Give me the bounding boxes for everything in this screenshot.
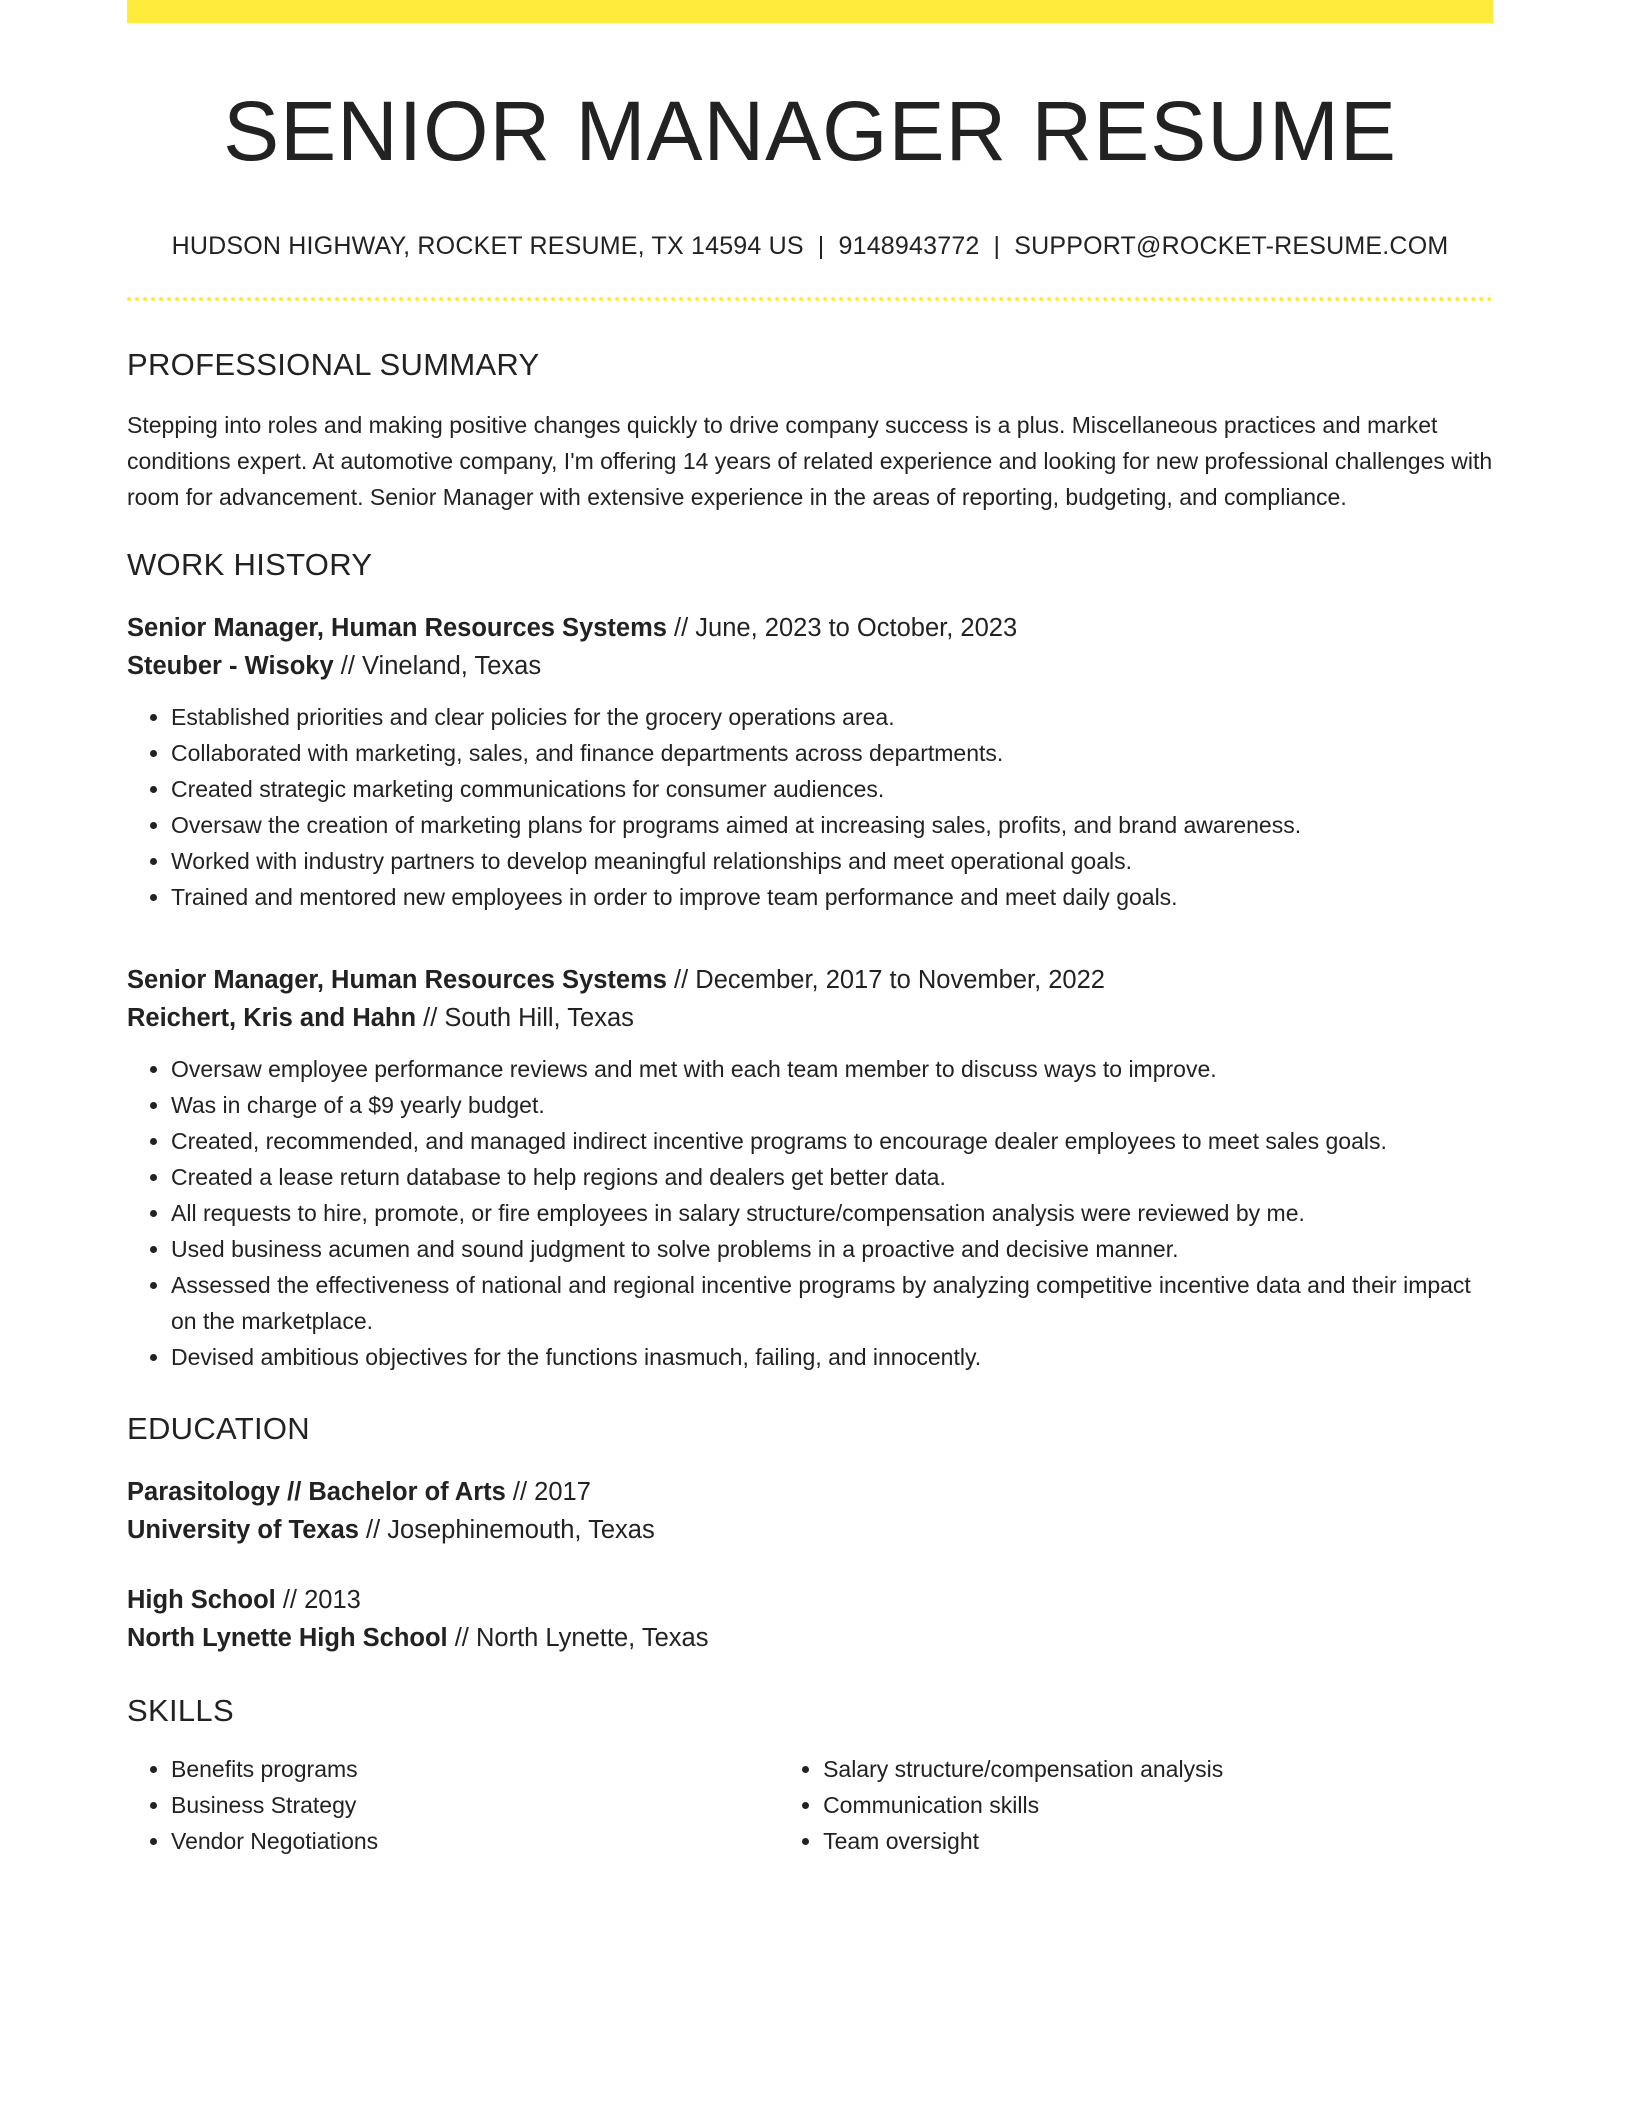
skill-item: • Salary structure/compensation analysis (823, 1751, 1493, 1787)
skills-columns (127, 1751, 1493, 1859)
resume-title: SENIOR MANAGER RESUME (223, 84, 1397, 178)
skills-list-right (779, 1751, 1493, 1859)
skill-item: • Communication skills (823, 1787, 1493, 1823)
education-location: // Josephinemouth, Texas (358, 1516, 655, 1545)
job-bullet: • Created, recommended, and managed indirect incentive programs to encourage dealer employees to meet sales goals. (171, 1123, 1493, 1159)
contact-address: HUDSON HIGHWAY, ROCKET RESUME, TX 14594 US (171, 232, 804, 261)
job-bullet: • Worked with industry partners to develop meaningful relationships and meet operational goals. (171, 843, 1493, 879)
contact-line (127, 231, 1493, 261)
job-entry (127, 961, 1493, 1375)
education-degree-line (127, 1581, 1493, 1619)
skill-item: • Team oversight (823, 1823, 1493, 1859)
summary-heading: PROFESSIONAL SUMMARY (127, 347, 540, 383)
job-location: // Vineland, Texas (333, 652, 542, 681)
resume-page (127, 0, 1493, 1859)
education-location: // North Lynette, Texas (447, 1624, 709, 1653)
education-school: North Lynette High School (127, 1624, 448, 1653)
education-year: // 2017 (505, 1478, 591, 1507)
job-bullet: • Collaborated with marketing, sales, and finance departments across departments. (171, 735, 1493, 771)
job-bullet: • Trained and mentored new employees in order to improve team performance and meet daily goals. (171, 879, 1493, 915)
job-bullet: • Created strategic marketing communications for consumer audiences. (171, 771, 1493, 807)
work-history-heading: WORK HISTORY (127, 547, 373, 583)
education-degree-line (127, 1473, 1493, 1511)
education-degree: Parasitology // Bachelor of Arts (127, 1478, 506, 1507)
education-school-line (127, 1619, 1493, 1657)
education-year: // 2013 (275, 1586, 361, 1615)
education-school-line (127, 1511, 1493, 1549)
accent-bar (127, 0, 1493, 23)
education-heading: EDUCATION (127, 1411, 310, 1447)
contact-separator: | (993, 232, 1001, 261)
education-degree: High School (127, 1586, 276, 1615)
skill-item: • Benefits programs (171, 1751, 779, 1787)
job-company: Steuber - Wisoky (127, 652, 334, 681)
education-school: University of Texas (127, 1516, 359, 1545)
job-bullets (127, 1051, 1493, 1375)
skill-item: • Vendor Negotiations (171, 1823, 779, 1859)
contact-phone: 9148943772 (838, 232, 980, 261)
job-bullet: • Oversaw the creation of marketing plans for programs aimed at increasing sales, profits, and brand awareness. (171, 807, 1493, 843)
job-bullets (127, 699, 1493, 915)
job-bullet: • Created a lease return database to help regions and dealers get better data. (171, 1159, 1493, 1195)
job-bullet: • Established priorities and clear policies for the grocery operations area. (171, 699, 1493, 735)
job-bullet: • All requests to hire, promote, or fire employees in salary structure/compensation analysis were reviewed by me. (171, 1195, 1493, 1231)
skills-list-left (127, 1751, 779, 1859)
job-entry (127, 609, 1493, 915)
skill-item: • Business Strategy (171, 1787, 779, 1823)
job-bullet: • Devised ambitious objectives for the functions inasmuch, failing, and innocently. (171, 1339, 1493, 1375)
summary-text: Stepping into roles and making positive changes quickly to drive company success is a plus. Miscellaneous practices and market conditions expert. At automotive company, I'm offering 14 years of related experience and looking for new professional challenges with room for advancement. Senior Manager with extensive experience in the areas of reporting, budgeting, and compliance. (127, 412, 1493, 511)
job-company: Reichert, Kris and Hahn (127, 1004, 417, 1033)
job-bullet: • Used business acumen and sound judgment to solve problems in a proactive and decisive manner. (171, 1231, 1493, 1267)
job-bullet: • Oversaw employee performance reviews and met with each team member to discuss ways to improve. (171, 1051, 1493, 1087)
job-role: Senior Manager, Human Resources Systems (127, 614, 667, 643)
dotted-divider (127, 297, 1493, 301)
job-bullet: • Was in charge of a $9 yearly budget. (171, 1087, 1493, 1123)
contact-separator: | (817, 232, 825, 261)
job-company-line (127, 999, 1493, 1037)
job-company-line (127, 647, 1493, 685)
contact-email: SUPPORT@ROCKET-RESUME.COM (1014, 232, 1449, 261)
job-bullet: • Assessed the effectiveness of national and regional incentive programs by analyzing competitive incentive data and their impact on the marketplace. (171, 1267, 1493, 1339)
job-role-line (127, 609, 1493, 647)
job-role-line (127, 961, 1493, 999)
education-entry (127, 1473, 1493, 1549)
job-dates: // June, 2023 to October, 2023 (666, 614, 1018, 643)
job-dates: // December, 2017 to November, 2022 (666, 966, 1105, 995)
job-role: Senior Manager, Human Resources Systems (127, 966, 667, 995)
skills-heading: SKILLS (127, 1693, 234, 1729)
job-location: // South Hill, Texas (416, 1004, 634, 1033)
education-entry (127, 1581, 1493, 1657)
